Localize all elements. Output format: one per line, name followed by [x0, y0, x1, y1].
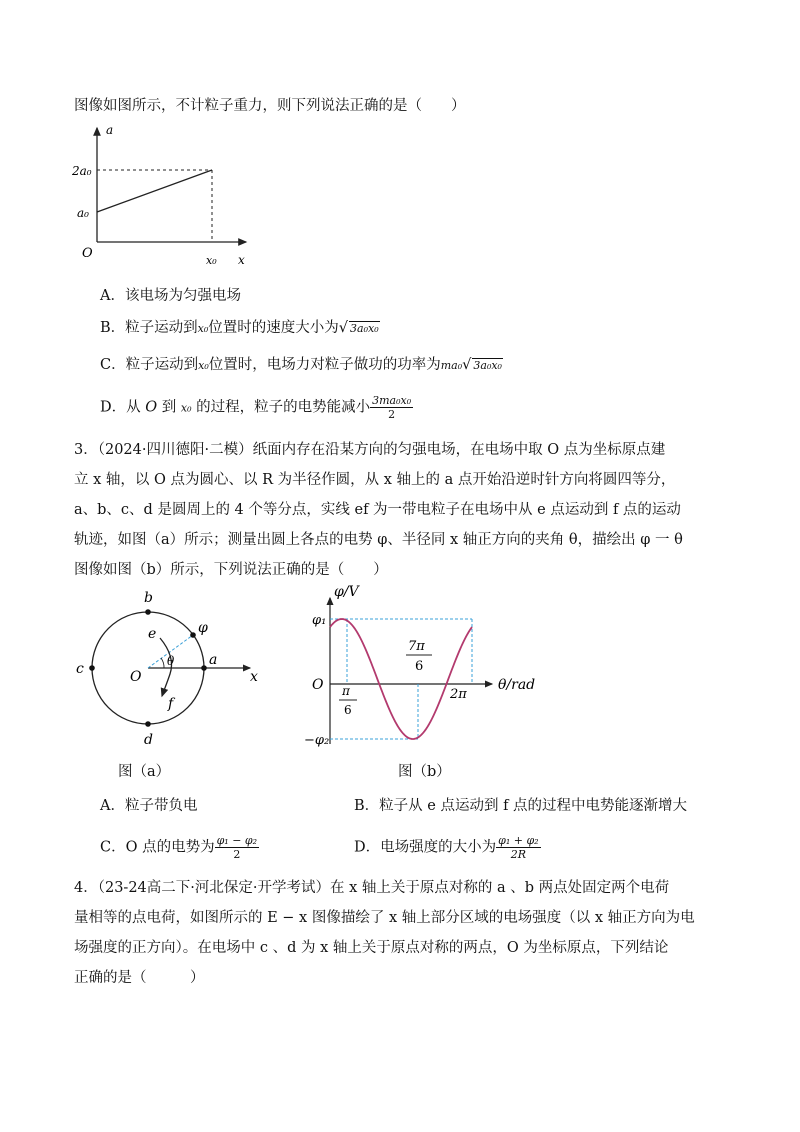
q4-stem-line-3: 场强度的正方向）。在电场中 c 、d 为 x 轴上关于原点对称的两点，O 为坐标原点，下列结论 — [74, 940, 669, 956]
q3-stem-line-1: 3．（2024·四川德阳·二模）纸面内存在沿某方向的匀强电场，在电场中取 O 点为坐标原点建 — [74, 442, 666, 458]
q3-stem-line-4: 轨迹，如图（a）所示；测量出圆上各点的电势 φ、半径同 x 轴正方向的夹角 θ，描绘出 φ 一 θ — [74, 532, 683, 548]
q2-x-label: x — [238, 253, 245, 267]
svg-text:b: b — [144, 590, 153, 606]
svg-text:φ/V: φ/V — [334, 584, 359, 600]
q3-option-c: C．O 点的电势为 $\frac{\text{φ₁ − φ₂}}{2}$ — [100, 834, 258, 861]
q3-point-b — [145, 609, 151, 615]
q3-option-a: A．粒子带负电 — [100, 798, 198, 814]
svg-text:−φ₂: −φ₂ — [304, 733, 330, 748]
q4-stem-line-1: 4．（23-24高二下·河北保定·开学考试）在 x 轴上关于原点对称的 a 、b 两点处固定两个电荷 — [74, 880, 670, 896]
q2-tick-a0: a₀ — [77, 206, 89, 220]
q3-figure-b — [300, 584, 570, 754]
svg-text:O: O — [130, 669, 142, 685]
q2-tick-2a0: 2a₀ — [72, 164, 92, 178]
q2-line — [97, 170, 212, 212]
q2-a-x-graph — [68, 122, 248, 272]
q2-option-d: D．从 O 到 x₀ 的过程，粒子的电势能减小 $\frac{\text{3ma₀x₀}}{2}$ — [100, 394, 412, 421]
q3-option-d: D．电场强度的大小为 $\frac{\text{φ₁ + φ₂}}{2R}$ — [354, 834, 539, 861]
svg-text:a: a — [209, 652, 218, 668]
q3b-phi-curve — [330, 619, 472, 739]
svg-text:θ: θ — [167, 654, 175, 668]
q4-stem-line-2: 量相等的点电荷，如图所示的 E − x 图像描绘了 x 轴上部分区域的电场强度（以 x 轴正方向为电 — [74, 910, 695, 926]
q4-stem-line-4: 正确的是（ ） — [74, 970, 205, 986]
svg-text:φ₁: φ₁ — [312, 613, 327, 628]
svg-text:O: O — [312, 677, 324, 693]
q3-point-c — [89, 665, 95, 671]
q3-point-d — [145, 721, 151, 727]
q3-figure-a — [72, 588, 272, 758]
svg-text:φ: φ — [198, 620, 208, 636]
q2-option-c: C．粒子运动到x₀位置时，电场力对粒子做功的功率为ma₀√ 3a₀x₀ — [100, 357, 502, 373]
q3-figure-a-caption: 图（a） — [118, 764, 171, 780]
svg-text:f: f — [168, 696, 174, 712]
q3-theta-arc — [161, 658, 164, 668]
svg-text:θ/rad: θ/rad — [498, 677, 536, 693]
q3-figure-b-caption: 图（b） — [398, 764, 451, 780]
q3-option-b: B．粒子从 e 点运动到 f 点的过程中电势能逐渐增大 — [354, 798, 688, 814]
svg-text:d: d — [144, 732, 153, 748]
q3-stem-line-5: 图像如图（b）所示，下列说法正确的是（ ） — [74, 562, 388, 578]
q2-y-label: a — [106, 123, 114, 137]
q2-stem-end: 图像如图所示，不计粒子重力，则下列说法正确的是（ ） — [74, 98, 466, 114]
q3-stem-line-2: 立 x 轴，以 O 点为圆心、以 R 为半径作圆，从 x 轴上的 a 点开始沿逆时针方向将圆四等分， — [74, 472, 676, 488]
svg-text:2π: 2π — [450, 687, 467, 702]
svg-text:6: 6 — [415, 659, 424, 674]
q2-option-a: A．该电场为匀强电场 — [100, 288, 241, 304]
q2-tick-x0: x₀ — [206, 254, 217, 267]
svg-text:e: e — [148, 626, 157, 642]
svg-text:6: 6 — [344, 703, 352, 717]
svg-text:7π: 7π — [408, 639, 425, 654]
q3-point-a — [201, 665, 207, 671]
svg-text:π: π — [342, 684, 350, 698]
q2-origin: O — [82, 246, 93, 261]
svg-text:x: x — [250, 669, 258, 685]
svg-text:c: c — [76, 661, 84, 677]
q3-point-phi — [190, 632, 196, 638]
q2-option-b: B．粒子运动到x₀位置时的速度大小为√ 3a₀x₀ — [100, 320, 379, 336]
q3-stem-line-3: a、b、c、d 是圆周上的 4 个等分点，实线 ef 为一带电粒子在电场中从 e 点运动到 f 点的运动 — [74, 502, 681, 518]
